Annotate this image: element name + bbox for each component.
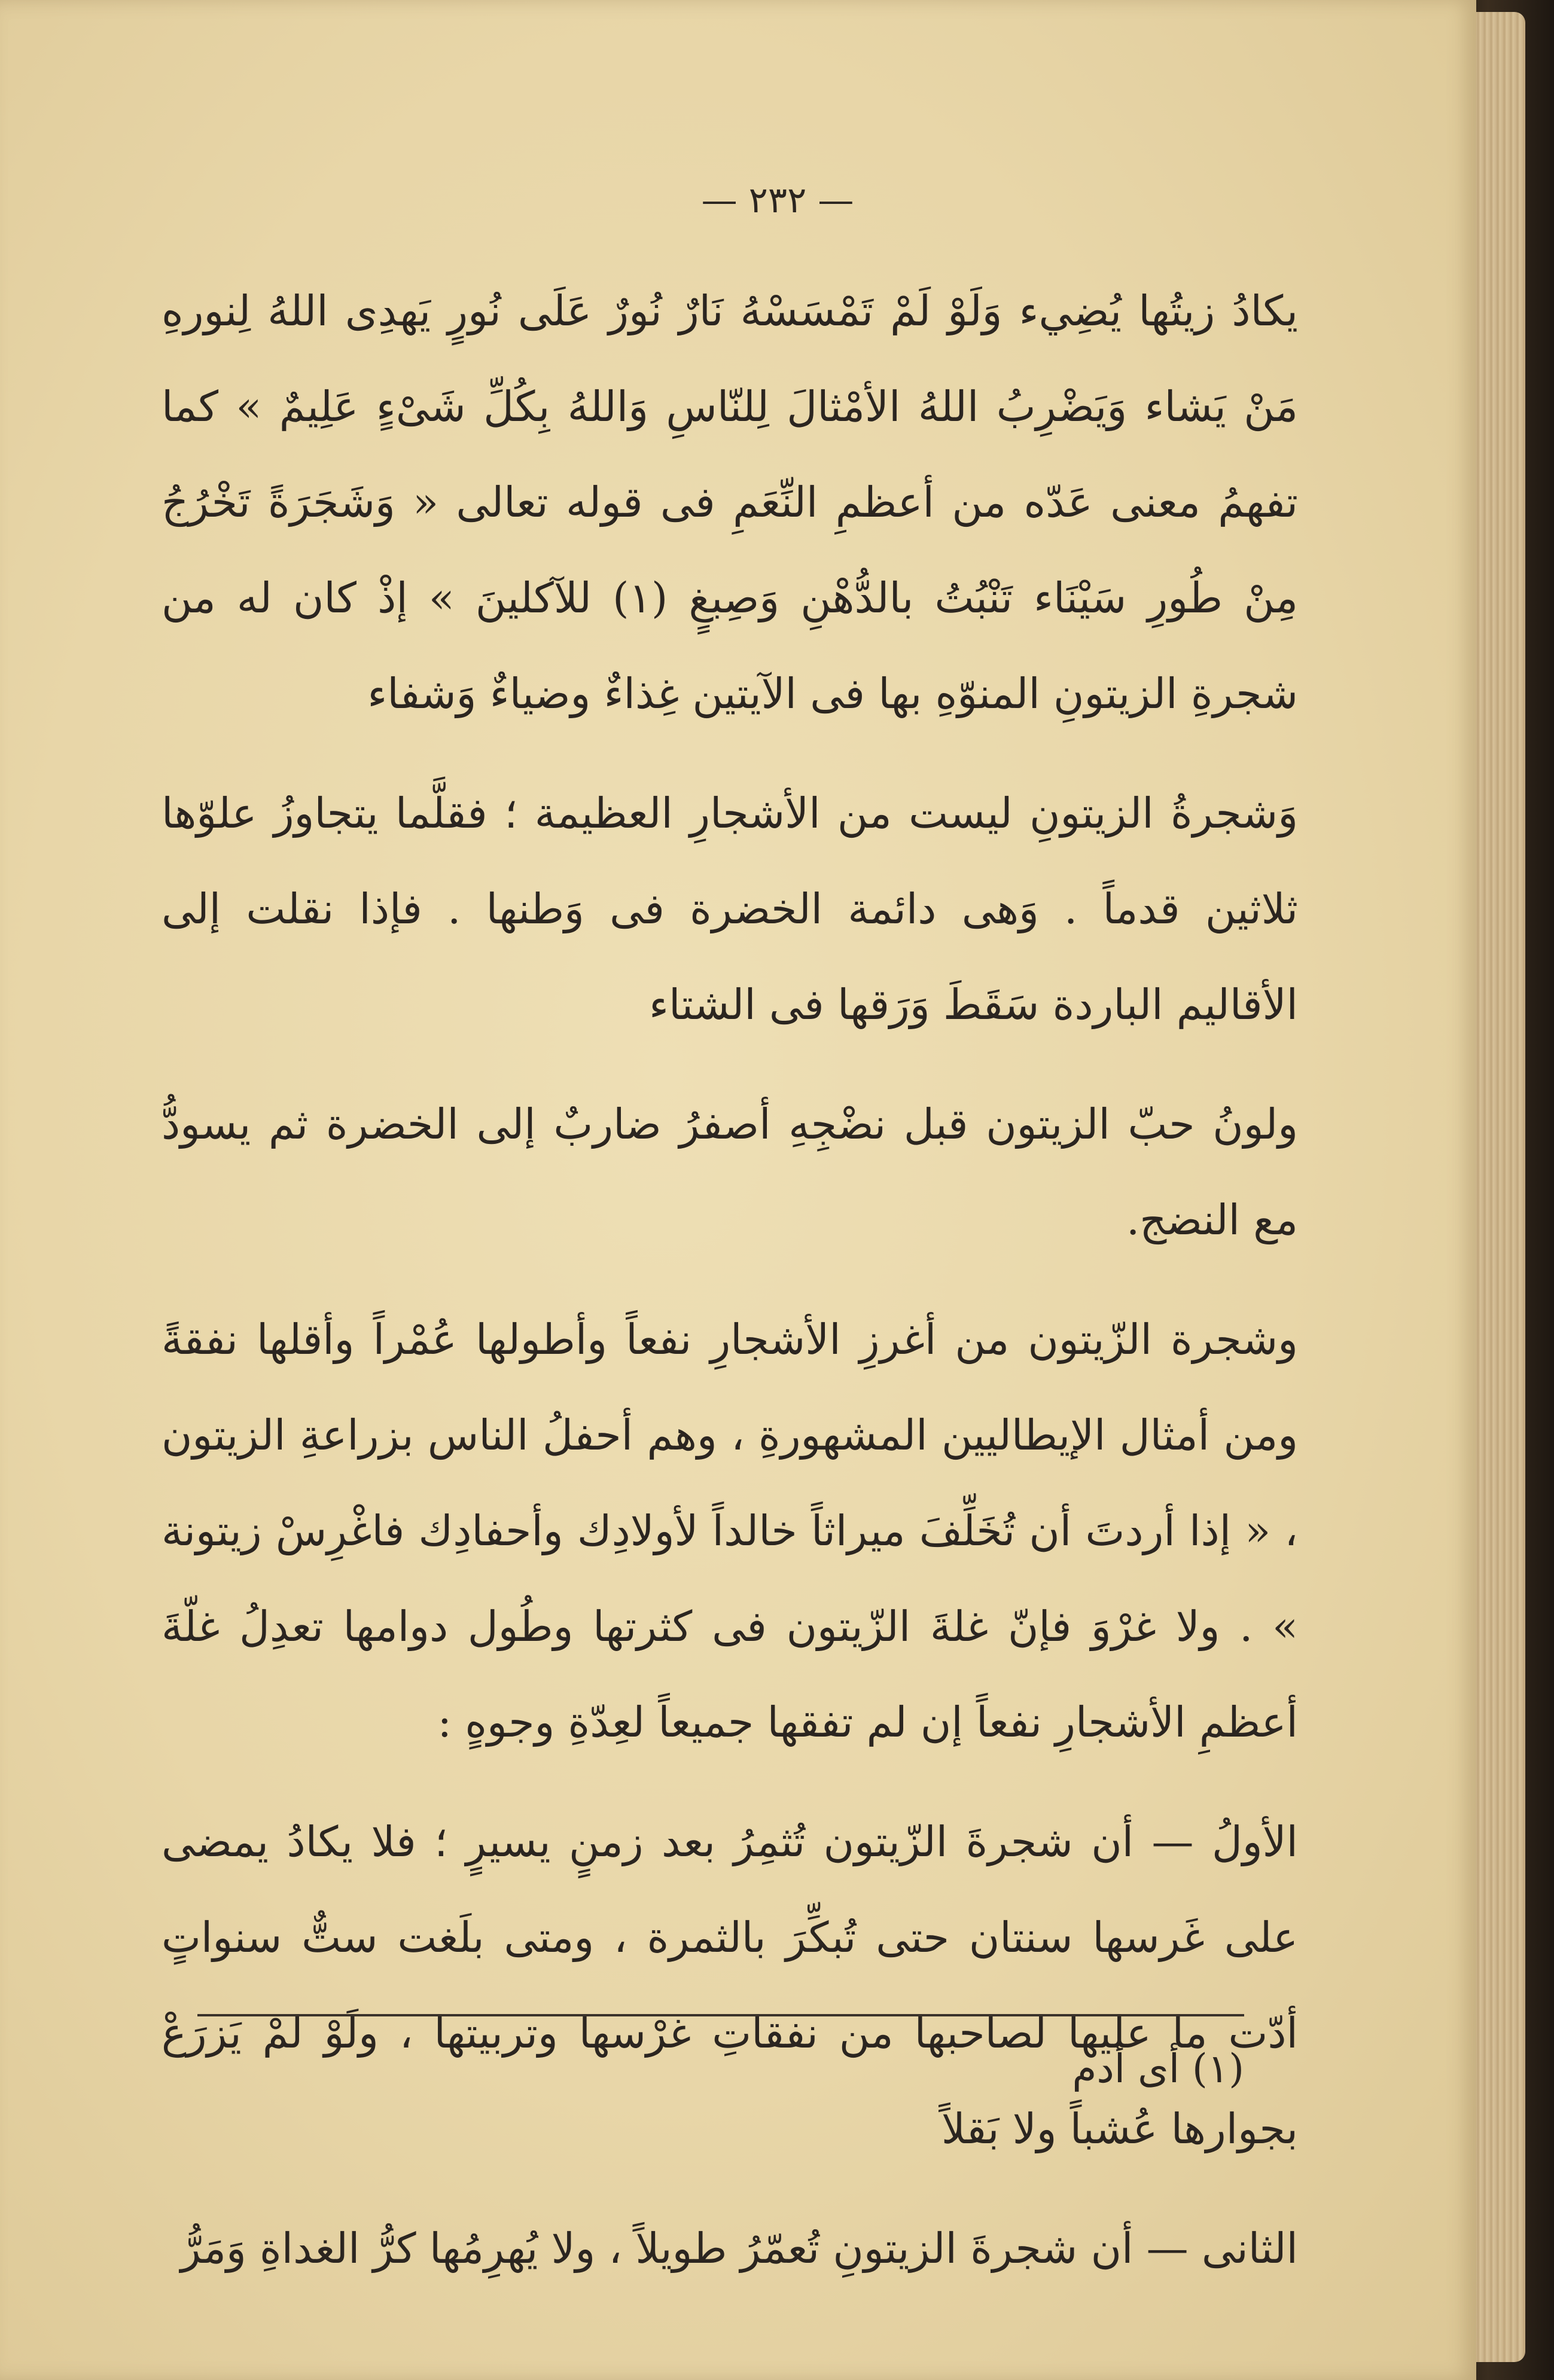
page-number: — ٢٣٢ — (701, 179, 854, 221)
paragraph: الثانى — أن شجرةَ الزيتونِ تُعمّرُ طويلاً ، ولا يُهرِمُها كرُّ الغداةِ وَمَرُّ (180, 2224, 1298, 2273)
paragraph: يكادُ زيتُها يُضِيء وَلَوْ لَمْ تَمْسَسْهُ نَارٌ نُورٌ عَلَى نُورٍ يَهدِى اللهُ لِنورهِ مَنْ يَشاء وَيَضْرِبُ اللهُ الأمْثالَ لِلنّاسِ وَاللهُ بِكُلِّ شَىْءٍ عَلِيمٌ » كما تفهمُ معنى عَدّه من أعظمِ النِّعَمِ فى قوله تعالى « وَشَجَرَةً تَخْرُجُ مِنْ طُورِ سَيْنَاء تَنْبُتُ بالدُّهْنِ وَصِبغٍ (١) للآكلينَ » إذْ كان له من شجرةِ الزيتونِ المنوّهِ بها فى الآيتين غِذاءٌ وضياءٌ وَشفاء (162, 286, 1298, 718)
footnote-divider (197, 2014, 1244, 2016)
paragraph: ولونُ حبّ الزيتون قبل نضْجِهِ أصفرُ ضاربٌ إلى الخضرة ثم يسودُّ مع النضج. (162, 1100, 1298, 1244)
paragraph: وشجرة الزّيتون من أغرزِ الأشجارِ نفعاً وأطولها عُمْراً وأقلها نفقةً ومن أمثال الإيطاليين المشهورةِ ، وهم أحفلُ الناس بزراعةِ الزيتون ، « إذا أردتَ أن تُخَلِّفَ ميراثاً خالداً لأولادِك وأحفادِك فاغْرِسْ زيتونة » . ولا غرْوَ فإنّ غلةَ الزّيتون فى كثرتها وطُول دوامها تعدِلُ غلّةَ أعظمِ الأشجارِ نفعاً إن لم تفقها جميعاً لعِدّةِ وجوهٍ : (162, 1315, 1298, 1747)
body-text (162, 263, 1298, 2320)
paragraph: وَشجرةُ الزيتونِ ليست من الأشجارِ العظيمة ؛ فقلَّما يتجاوزُ علوّها ثلاثين قدماً . وَهى دائمة الخضرة فى وَطنها . فإذا نقلت إلى الأقاليم الباردة سَقَطَ وَرَقها فى الشتاء (162, 789, 1298, 1029)
paragraph: الأولُ — أن شجرةَ الزّيتون تُثمِرُ بعد زمنٍ يسيرٍ ؛ فلا يكادُ يمضى على غَرسها سنتان حتى تُبكِّرَ بالثمرة ، ومتى بلَغت ستٌّ سنواتٍ أدّت ما عليها لصاحبها من نفقاتِ غرْسها وتربيتها ، ولَوْ لمْ يَزرَعْ بجوارها عُشباً ولا بَقلاً (162, 1817, 1298, 2153)
footnote: (١) أى أدم (1072, 2046, 1244, 2092)
